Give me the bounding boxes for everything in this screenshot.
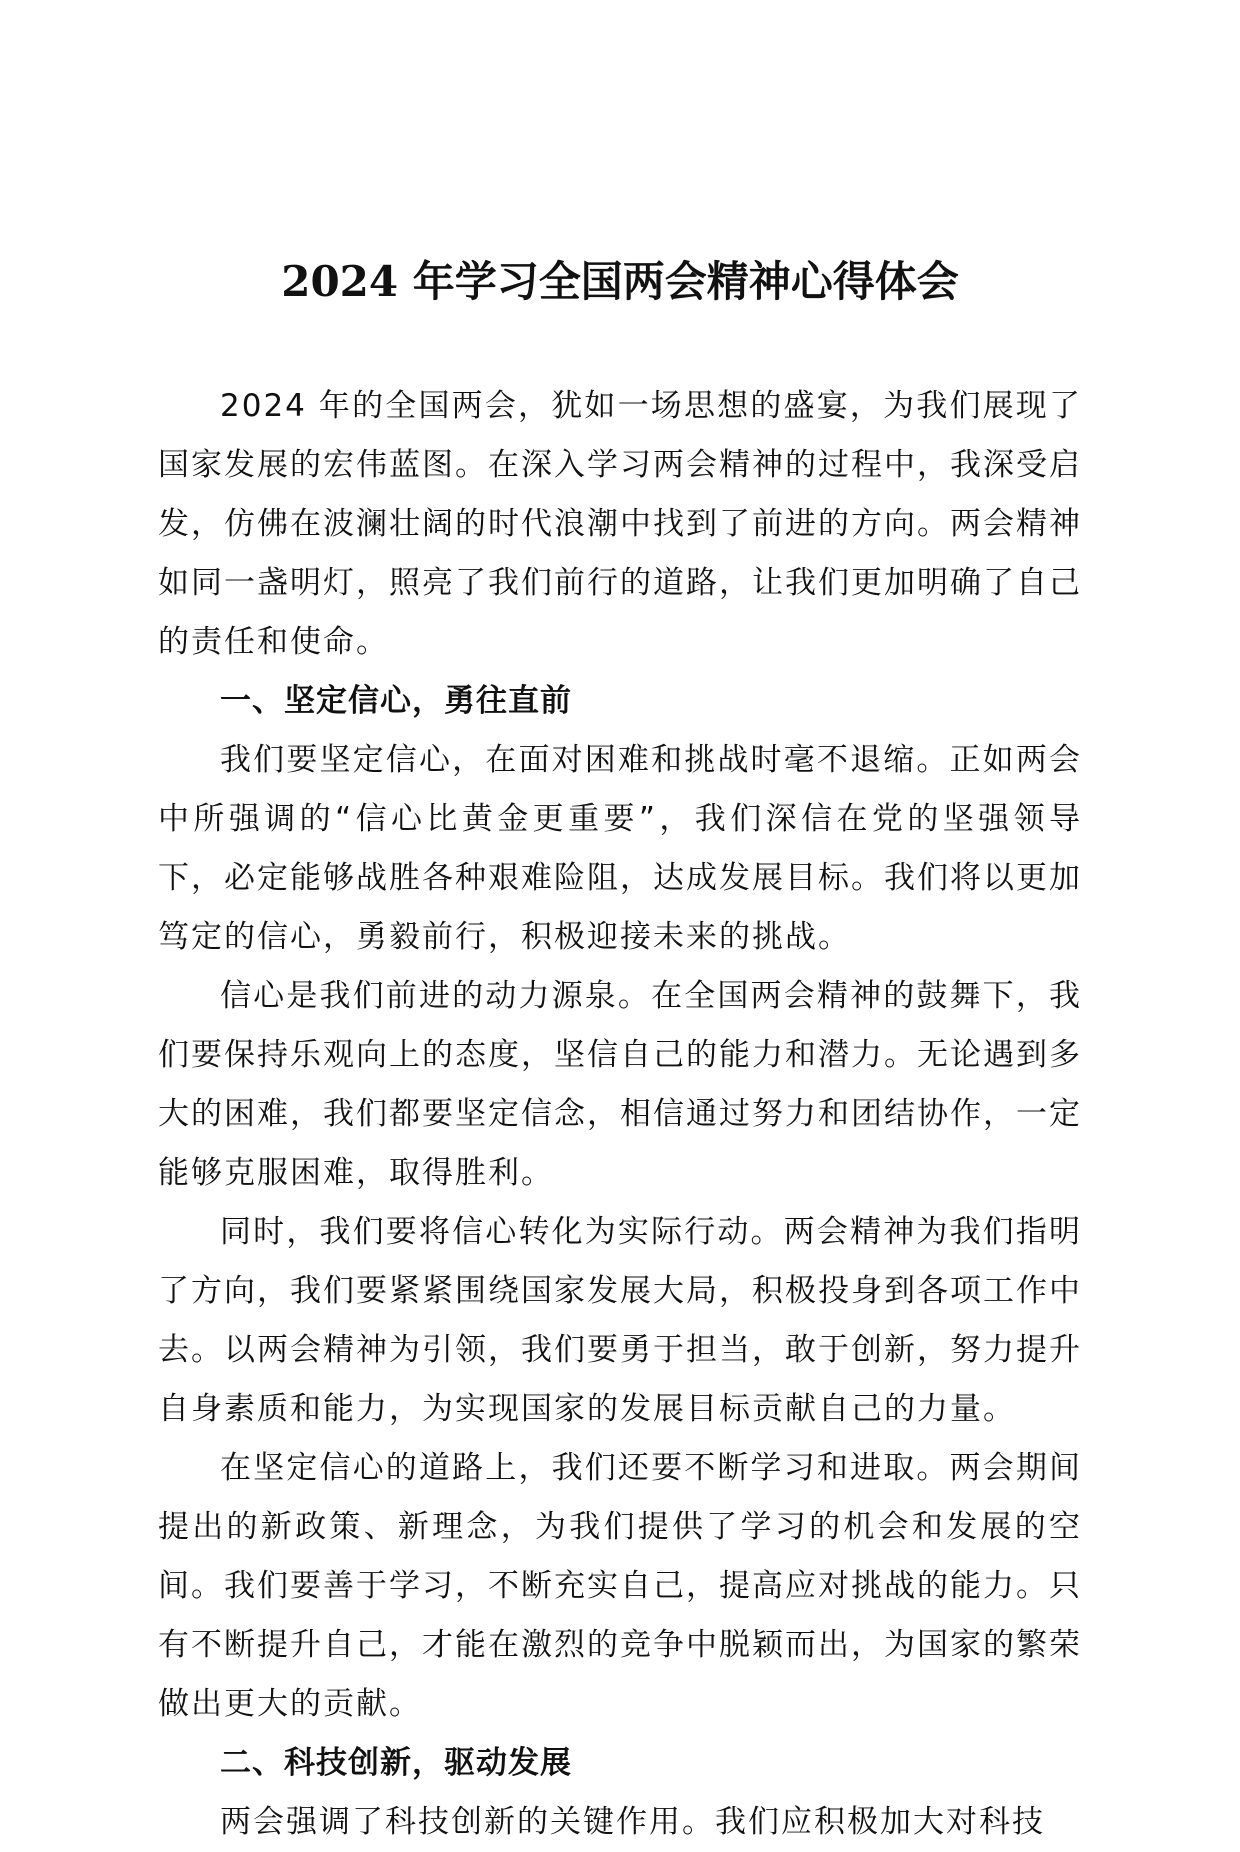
section-heading-1: 一、坚定信心，勇往直前 — [220, 683, 572, 719]
document-title: 2024 年学习全国两会精神心得体会 — [281, 257, 959, 306]
document-body — [158, 377, 1082, 1852]
paragraph: 我们要坚定信心，在面对困难和挑战时毫不退缩。正如两会中所强调的“信心比黄金更重要”，我们深信在党的坚强领导下，必定能够战胜各种艰难险阻，达成发展目标。我们将以更加笃定的信心，勇毅前行，积极迎接未来的挑战。 — [158, 742, 1082, 955]
paragraph: 信心是我们前进的动力源泉。在全国两会精神的鼓舞下，我们要保持乐观向上的态度，坚信自己的能力和潜力。无论遇到多大的困难，我们都要坚定信念，相信通过努力和团结协作，一定能够克服困难，取得胜利。 — [158, 978, 1082, 1191]
paragraph: 两会强调了科技创新的关键作用。我们应积极加大对科技 — [220, 1804, 1045, 1840]
paragraph: 在坚定信心的道路上，我们还要不断学习和进取。两会期间提出的新政策、新理念，为我们提供了学习的机会和发展的空间。我们要善于学习，不断充实自己，提高应对挑战的能力。只有不断提升自己，才能在激烈的竞争中脱颖而出，为国家的繁荣做出更大的贡献。 — [158, 1450, 1082, 1722]
paragraph: 同时，我们要将信心转化为实际行动。两会精神为我们指明了方向，我们要紧紧围绕国家发展大局，积极投身到各项工作中去。以两会精神为引领，我们要勇于担当，敢于创新，努力提升自身素质和能力，为实现国家的发展目标贡献自己的力量。 — [158, 1214, 1082, 1427]
section-heading-2: 二、科技创新，驱动发展 — [220, 1745, 572, 1781]
paragraph-intro: 2024 年的全国两会，犹如一场思想的盛宴，为我们展现了国家发展的宏伟蓝图。在深入学习两会精神的过程中，我深受启发，仿佛在波澜壮阔的时代浪潮中找到了前进的方向。两会精神如同一盏明灯，照亮了我们前行的道路，让我们更加明确了自己的责任和使命。 — [158, 388, 1082, 660]
